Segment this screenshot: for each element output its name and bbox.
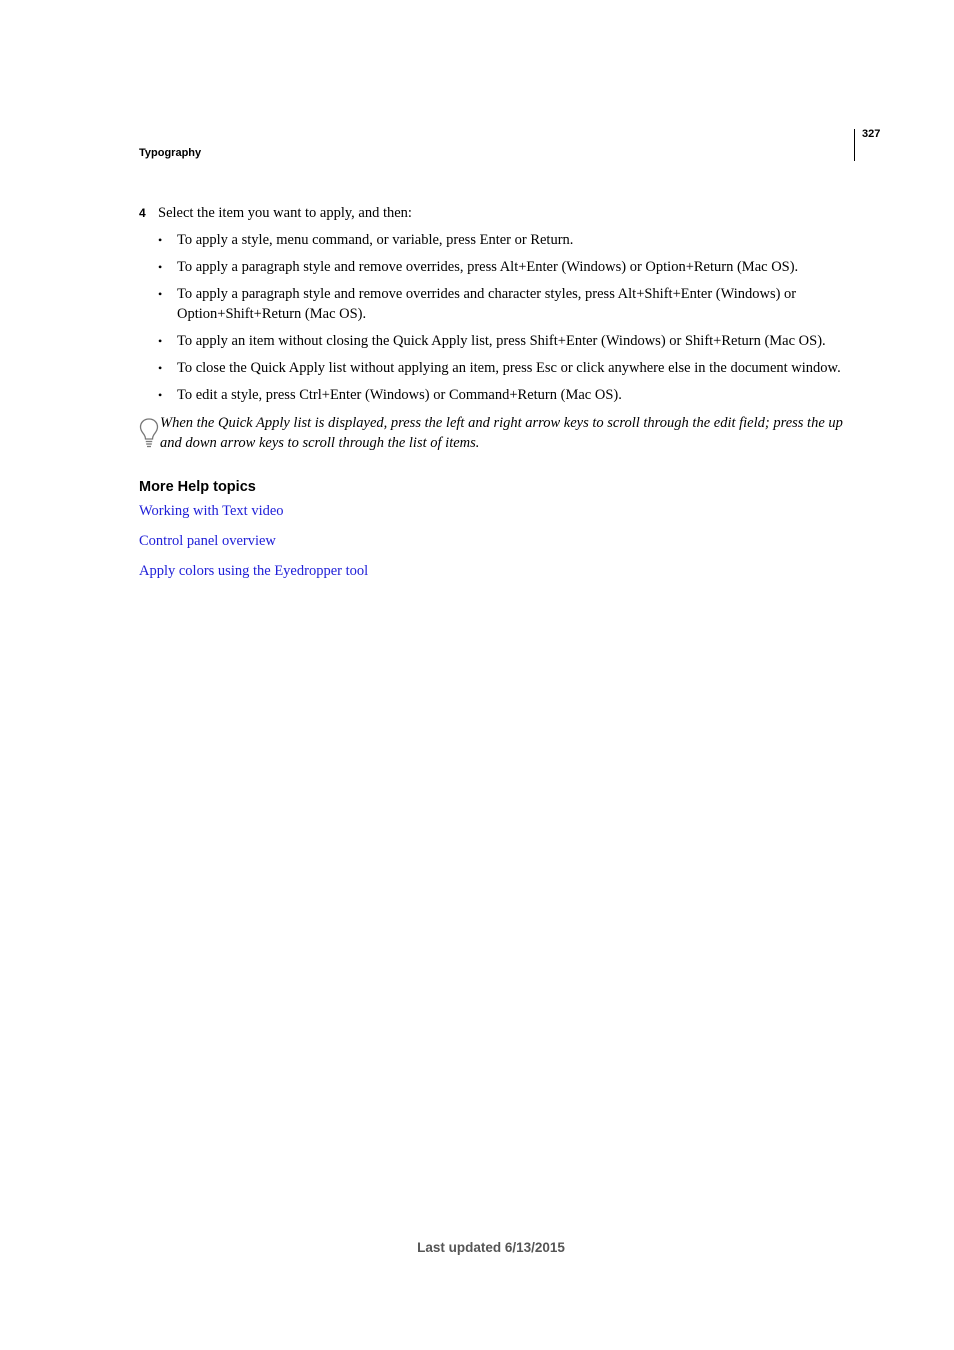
step-options-list	[158, 230, 858, 412]
more-help-links	[139, 501, 368, 591]
footer-last-updated: Last updated 6/13/2015	[417, 1240, 565, 1255]
bullet-symbol: •	[158, 361, 163, 375]
step-number: 4	[139, 206, 146, 220]
list-item-text: To close the Quick Apply list without applying an item, press Esc or click anywhere else in the document window.	[177, 360, 841, 376]
step-4	[139, 203, 859, 223]
list-item-text: To apply a style, menu command, or variable, press Enter or Return.	[177, 232, 574, 248]
list-item	[158, 284, 858, 324]
link-control-panel-overview[interactable]: Control panel overview	[139, 533, 276, 549]
tip-note	[139, 413, 859, 453]
list-item	[158, 358, 858, 378]
list-item-text: To edit a style, press Ctrl+Enter (Windows) or Command+Return (Mac OS).	[177, 387, 622, 403]
section-title: Typography	[139, 147, 202, 159]
bullet-symbol: •	[158, 287, 163, 301]
bullet-symbol: •	[158, 260, 163, 274]
list-item	[139, 531, 368, 551]
list-item	[139, 561, 368, 581]
bullet-symbol: •	[158, 233, 163, 247]
page-number: 327	[862, 128, 881, 140]
step-text: Select the item you want to apply, and then:	[158, 205, 412, 221]
header-divider	[854, 129, 855, 161]
link-apply-colors-eyedropper[interactable]: Apply colors using the Eyedropper tool	[139, 563, 369, 579]
bullet-symbol: •	[158, 334, 163, 348]
list-item-text: To apply a paragraph style and remove overrides and character styles, press Alt+Shift+Enter (Windows) or Option+Shift+Return (Mac OS).	[177, 286, 797, 322]
bullet-symbol: •	[158, 388, 163, 402]
more-help-heading: More Help topics	[139, 479, 256, 495]
list-item	[139, 501, 368, 521]
list-item	[158, 257, 858, 277]
list-item	[158, 331, 858, 351]
list-item-text: To apply an item without closing the Quick Apply list, press Shift+Enter (Windows) or Shift+Return (Mac OS).	[177, 333, 826, 349]
lightbulb-icon	[139, 417, 159, 449]
list-item	[158, 230, 858, 250]
link-working-with-text-video[interactable]: Working with Text video	[139, 503, 284, 519]
list-item	[158, 385, 858, 405]
list-item-text: To apply a paragraph style and remove overrides, press Alt+Enter (Windows) or Option+Return (Mac OS).	[177, 259, 799, 275]
tip-text: When the Quick Apply list is displayed, press the left and right arrow keys to scroll through the edit field; press the up and down arrow keys to scroll through the list of items.	[160, 415, 843, 451]
